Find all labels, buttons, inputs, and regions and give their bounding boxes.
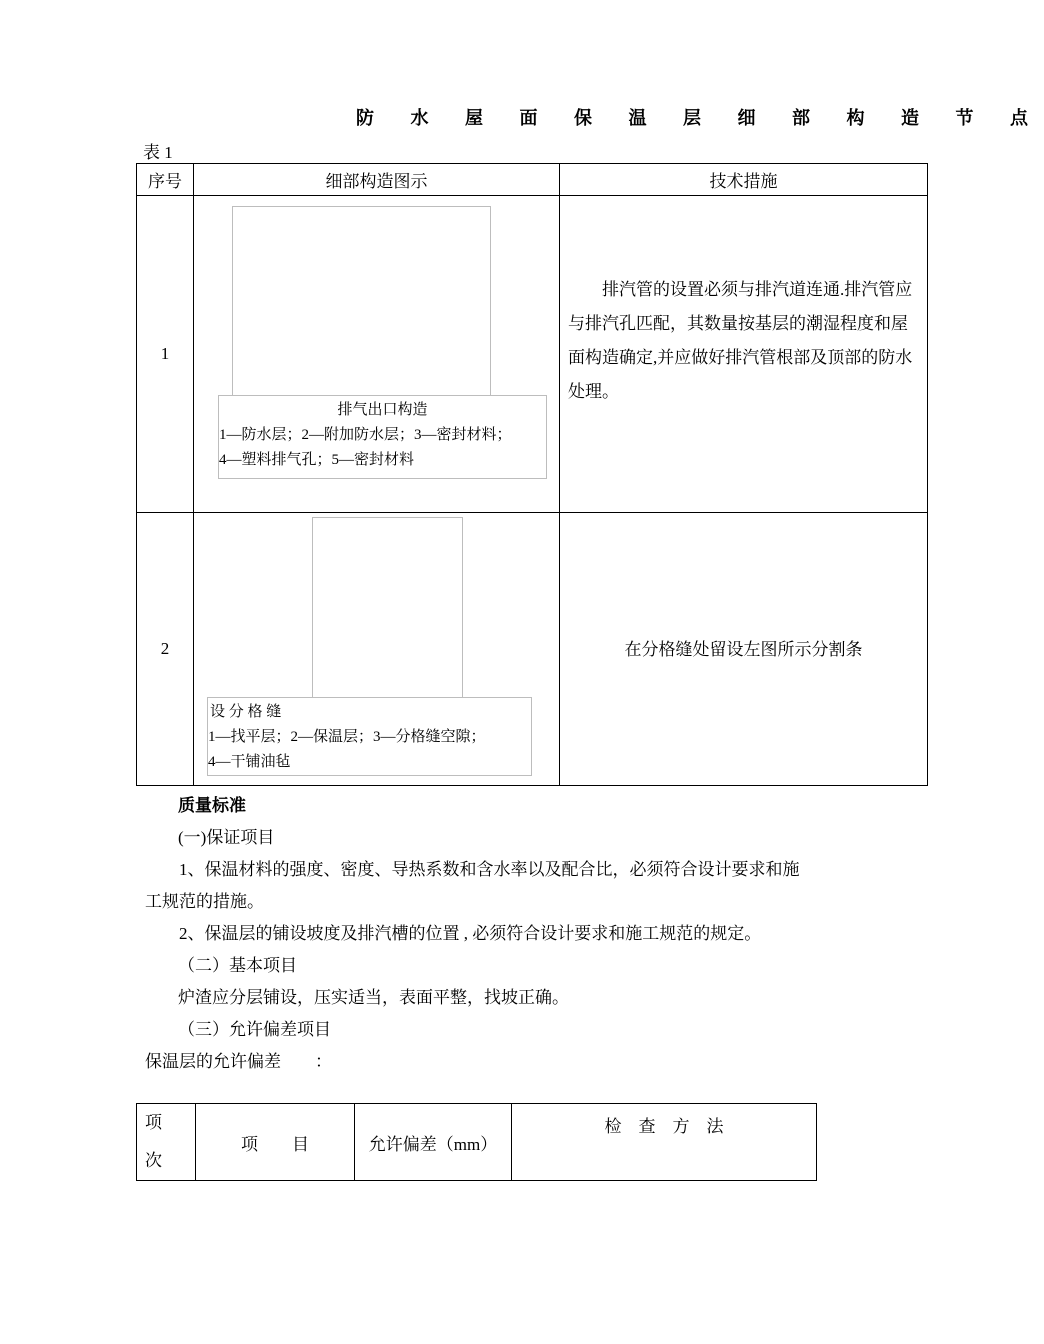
measure-text: 在分格缝处留设左图所示分割条	[624, 639, 863, 659]
figure-legend: 4—干铺油毡	[208, 754, 291, 770]
figure-legend: 1—防水层；2—附加防水层；3—密封材料；	[219, 427, 512, 443]
header-method: 检 查 方 法	[512, 1104, 817, 1181]
row-no: 1	[137, 196, 194, 513]
table-header-row	[137, 1104, 817, 1181]
figure-caption-box	[218, 395, 547, 479]
tolerance-table	[136, 1103, 817, 1181]
detail-table	[136, 163, 928, 786]
table-row	[137, 513, 928, 786]
tolerance-caption: 保温层的允许偏差 ：	[145, 1052, 332, 1071]
header-item-no	[137, 1104, 196, 1181]
figure-title: 设 分 格 缝	[210, 704, 282, 720]
basic-heading: （二）基本项目	[178, 956, 297, 975]
header-figure: 细部构造图示	[194, 164, 560, 196]
figure-caption-box	[207, 697, 532, 776]
figure-legend: 4—塑料排气孔；5—密封材料	[219, 452, 415, 468]
header-no: 序号	[137, 164, 194, 196]
basic-text: 炉渣应分层铺设，压实适当，表面平整，找坡正确。	[178, 988, 569, 1007]
guarantee-item-1: 1、保温材料的强度、密度、导热系数和含水率以及配合比，必须符合设计要求和施工规范的措施。	[145, 860, 800, 911]
table-row	[137, 196, 928, 513]
table-header-row	[137, 164, 928, 196]
figure-legend: 1—找平层；2—保温层；3—分格缝空隙；	[208, 729, 486, 745]
tolerance-heading: （三）允许偏差项目	[178, 1020, 331, 1039]
page-title: 防 水 屋 面 保 温 层 细 部 构 造 节 点	[356, 108, 1044, 128]
table-caption: 表 1	[143, 143, 173, 162]
exhaust-outlet-figure	[194, 196, 559, 512]
header-item: 项 目	[196, 1104, 355, 1181]
quality-section	[145, 790, 805, 1078]
figure-cell	[194, 196, 560, 513]
quality-heading: 质量标准	[178, 796, 246, 815]
header-tolerance: 允许偏差（mm）	[355, 1104, 512, 1181]
header-item-no-line: 次	[145, 1151, 162, 1170]
measure-cell	[560, 513, 928, 786]
joint-figure	[194, 513, 559, 785]
guarantee-heading: (一)保证项目	[178, 828, 275, 847]
measure-cell	[560, 196, 928, 513]
measure-text: 排汽管的设置必须与排汽道连通.排汽管应与排汽孔匹配，其数量按基层的潮湿程度和屋面构造确定,并应做好排汽管根部及顶部的防水处理。	[568, 280, 913, 401]
header-measure: 技术措施	[560, 164, 928, 196]
header-item-no-line: 项	[145, 1113, 162, 1132]
figure-cell	[194, 513, 560, 786]
guarantee-item-2: 2、保温层的铺设坡度及排汽槽的位置 , 必须符合设计要求和施工规范的规定。	[179, 924, 762, 943]
row-no: 2	[137, 513, 194, 786]
figure-title: 排气出口构造	[337, 402, 428, 418]
